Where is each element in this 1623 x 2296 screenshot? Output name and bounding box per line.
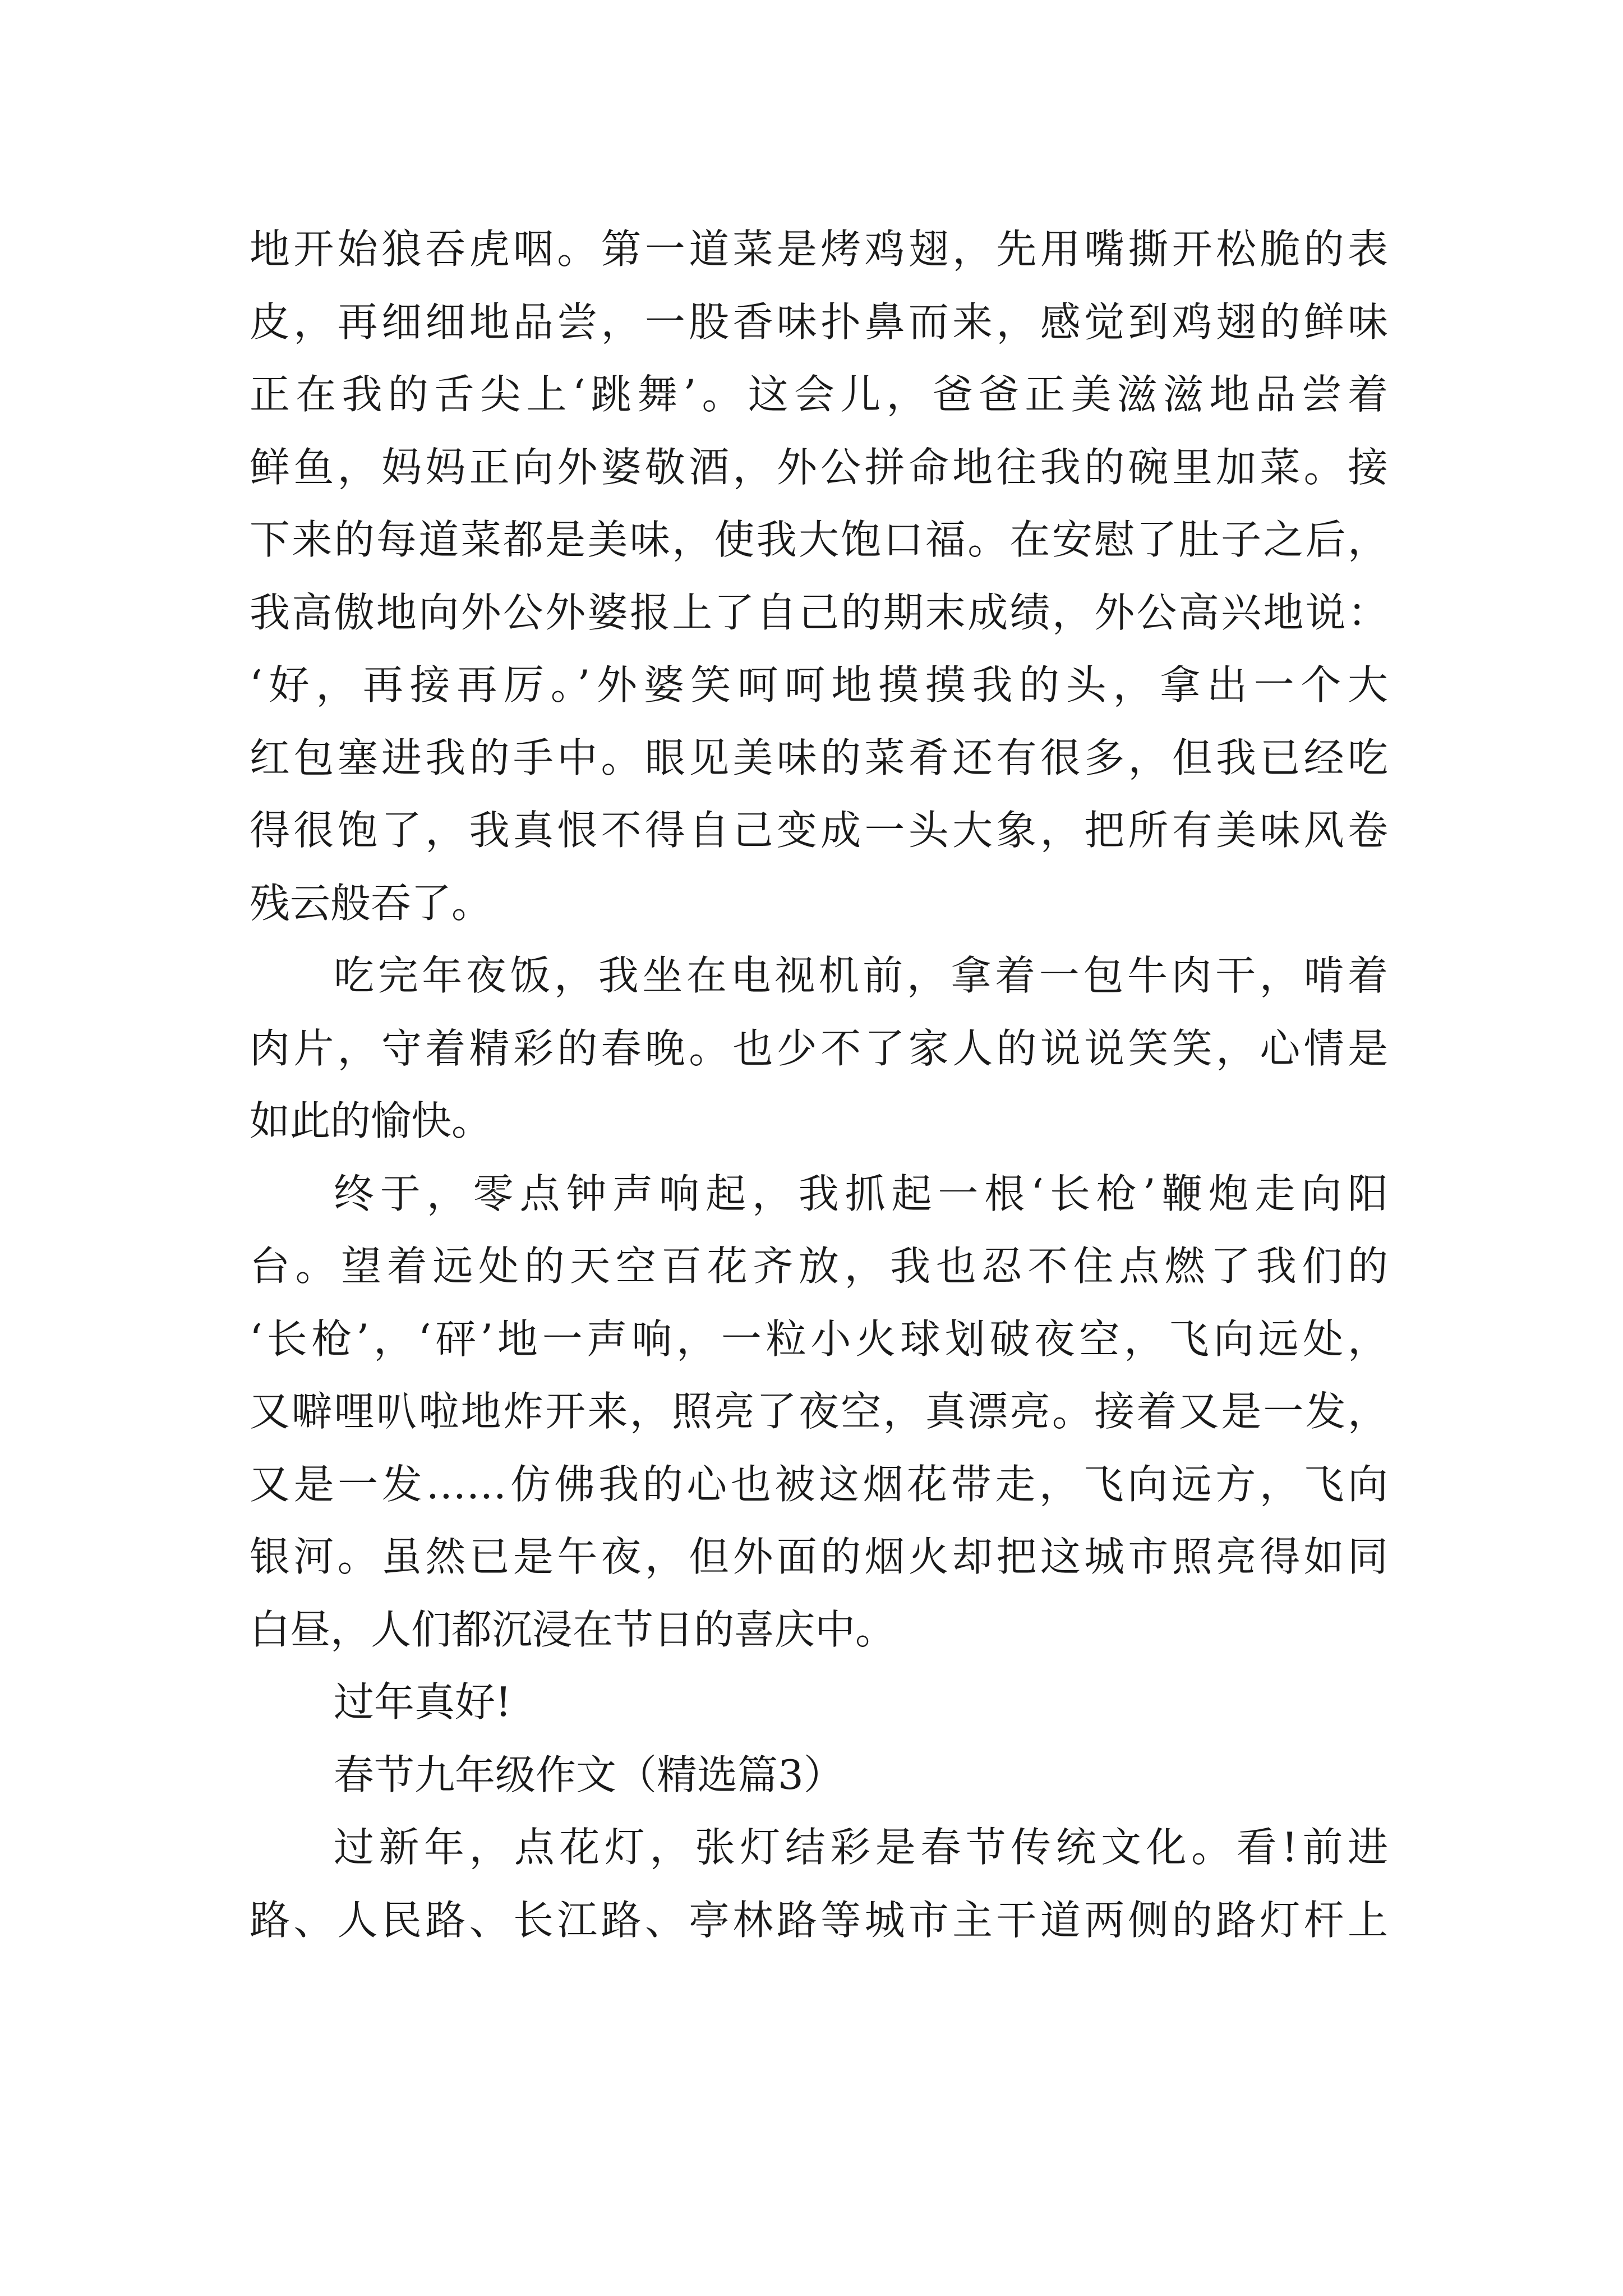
text-line: 皮，再细细地品尝，一股香味扑鼻而来，感觉到鸡翅的鲜味	[250, 298, 1388, 346]
text-line: 路、人民路、长江路、亭林路等城市主干道两侧的路灯杆上	[250, 1896, 1388, 1944]
text-line: 如此的愉快。	[250, 1097, 492, 1144]
text-line: 得很饱了，我真恨不得自己变成一头大象，把所有美味风卷	[250, 807, 1388, 854]
body-text	[250, 213, 1388, 1957]
text-line: 残云般吞了。	[250, 879, 492, 927]
text-line: 肉片，守着精彩的春晚。也少不了家人的说说笑笑，心情是	[250, 1024, 1388, 1072]
text-line: 正在我的舌尖上‘跳舞’。这会儿，爸爸正美滋滋地品尝着	[250, 371, 1388, 418]
text-line: 下来的每道菜都是美味，使我大饱口福。在安慰了肚子之后，	[250, 516, 1388, 563]
text-line: 银河。虽然已是午夜，但外面的烟火却把这城市照亮得如同	[250, 1533, 1388, 1580]
section-heading: 春节九年级作文（精选篇3）	[334, 1751, 844, 1798]
text-line: 过新年，点花灯，张灯结彩是春节传统文化。看!前进	[334, 1824, 1388, 1871]
text-line: 过年真好!	[334, 1678, 511, 1726]
text-line: 又噼哩叭啦地炸开来，照亮了夜空，真漂亮。接着又是一发，	[250, 1388, 1388, 1435]
text-line: 终于，零点钟声响起，我抓起一根‘长枪’鞭炮走向阳	[334, 1170, 1388, 1217]
text-line: 鲜鱼，妈妈正向外婆敬酒，外公拼命地往我的碗里加菜。接	[250, 443, 1388, 491]
text-line: ‘好，再接再厉。’外婆笑呵呵地摸摸我的头，拿出一个大	[250, 661, 1388, 708]
text-line: 地开始狼吞虎咽。第一道菜是烤鸡翅，先用嘴撕开松脆的表	[250, 226, 1388, 273]
text-line: 吃完年夜饭，我坐在电视机前，拿着一包牛肉干，啃着	[334, 952, 1388, 999]
text-line: 白昼，人们都沉浸在节日的喜庆中。	[250, 1605, 896, 1653]
text-line: ‘长枪’，‘砰’地一声响，一粒小火球划破夜空，飞向远处，	[250, 1315, 1388, 1363]
text-line: 我高傲地向外公外婆报上了自己的期末成绩，外公高兴地说：	[250, 588, 1388, 636]
text-line: 又是一发……仿佛我的心也被这烟花带走，飞向远方，飞向	[250, 1460, 1388, 1508]
text-line: 台。望着远处的天空百花齐放，我也忍不住点燃了我们的	[250, 1243, 1388, 1290]
text-line: 红包塞进我的手中。眼见美味的菜肴还有很多，但我已经吃	[250, 734, 1388, 781]
